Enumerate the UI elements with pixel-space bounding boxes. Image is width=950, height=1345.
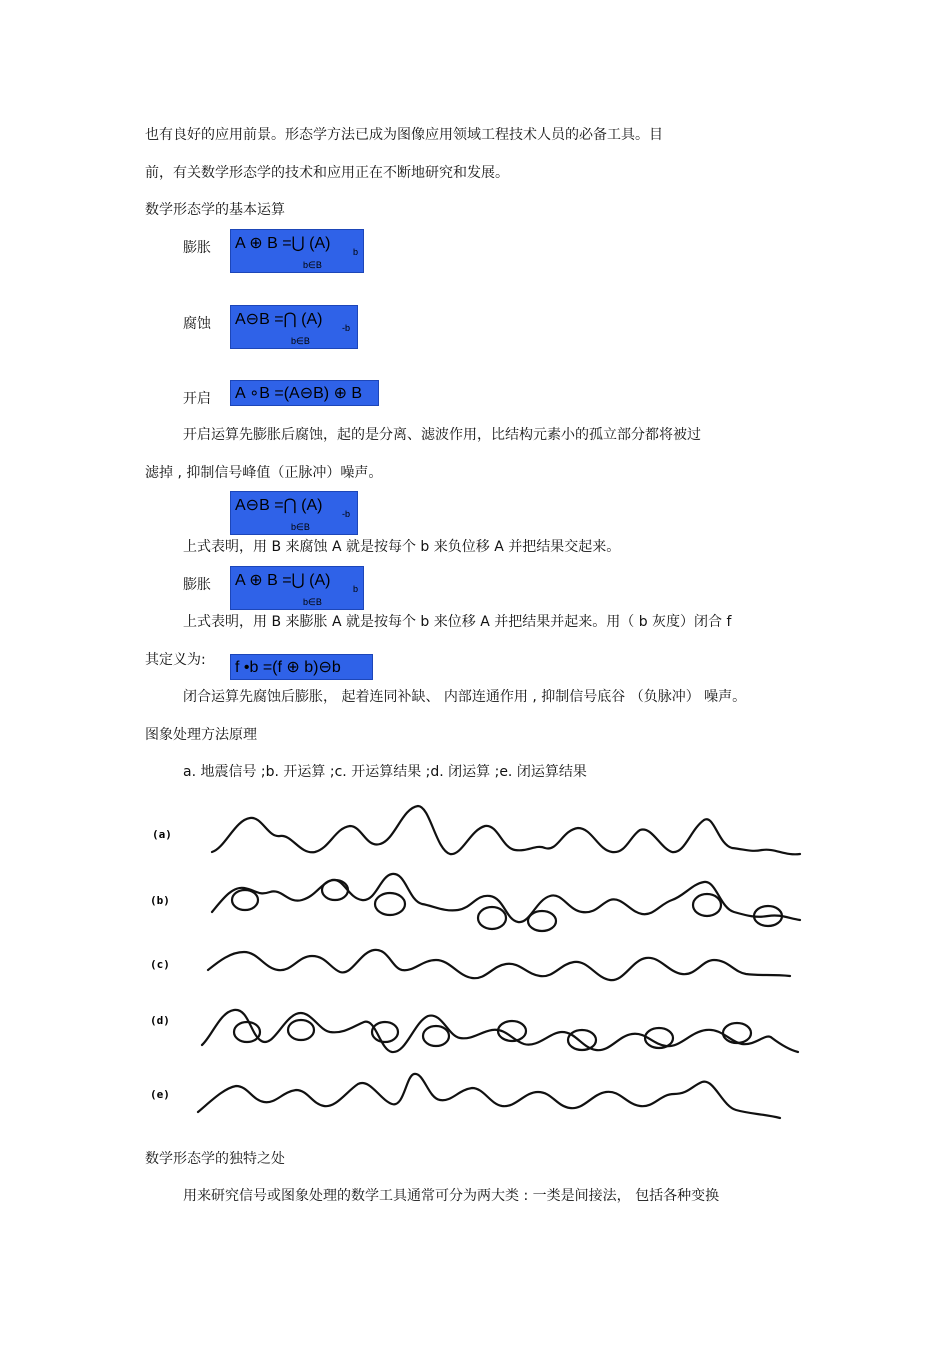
formula-dilation-text: A ⊕ B =⋃ (A)	[235, 235, 331, 252]
formula-closing-text: f •b =(f ⊕ b)⊖b	[235, 659, 341, 676]
erosion-explain: 上式表明，用 B 来腐蚀 A 就是按每个 b 来负位移 A 并把结果交起来。	[183, 539, 621, 555]
heading-unique: 数学形态学的独特之处	[145, 1151, 285, 1167]
dilation-label2: 膨胀	[183, 577, 211, 593]
formula-erosion-repeat-text: A⊖B =⋂ (A)	[235, 497, 323, 514]
formula-erosion-repeat-suffix: -b	[342, 509, 351, 519]
probe-circle-d1	[234, 1022, 260, 1042]
heading-basic-ops: 数学形态学的基本运算	[145, 202, 285, 218]
opening-label: 开启	[183, 391, 211, 407]
erosion-label: 腐蚀	[183, 316, 211, 332]
formula-dilation-sub: b∈B	[303, 260, 322, 270]
formula-dilation-repeat-suffix: b	[353, 584, 359, 594]
formula-opening	[230, 380, 379, 406]
opening-desc-line1: 开启运算先膨胀后腐蚀，起的是分离、滤波作用，比结构元素小的孤立部分都将被过	[183, 427, 701, 443]
formula-closing	[230, 654, 373, 680]
para1-line2: 前，有关数学形态学的技术和应用正在不断地研究和发展。	[145, 165, 509, 181]
formula-dilation	[230, 229, 364, 273]
probe-circle-d8	[723, 1023, 751, 1043]
formula-erosion-suffix: -b	[342, 323, 351, 333]
probe-circle-d6	[568, 1030, 596, 1050]
seismic-figure	[140, 800, 810, 1125]
trace-c	[208, 950, 790, 980]
figure-caption: a. 地震信号 ;b. 开运算 ;c. 开运算结果 ;d. 闭运算 ;e. 闭运算结果	[183, 764, 587, 780]
trace-a	[212, 806, 800, 854]
formula-dilation-suffix: b	[353, 247, 359, 257]
probe-circle-b6	[693, 894, 721, 916]
trace-d	[202, 1010, 798, 1052]
probe-circle-d2	[288, 1020, 314, 1040]
probe-circle-d4	[423, 1026, 449, 1046]
formula-erosion-text: A⊖B =⋂ (A)	[235, 311, 323, 328]
formula-dilation-repeat-sub: b∈B	[303, 597, 322, 607]
para1-line1: 也有良好的应用前景。形态学方法已成为图像应用领域工程技术人员的必备工具。目	[145, 127, 663, 143]
trace-e	[198, 1074, 780, 1118]
formula-erosion-sub: b∈B	[291, 336, 310, 346]
formula-dilation-repeat	[230, 566, 364, 610]
dilation-label: 膨胀	[183, 240, 211, 256]
figure-label-d: (d)	[150, 1014, 170, 1027]
figure-label-a: (a)	[152, 828, 172, 841]
probe-circle-b1	[232, 890, 258, 910]
formula-opening-text: A ∘B =(A⊖B) ⊕ B	[235, 385, 363, 402]
last-para: 用来研究信号或图象处理的数学工具通常可分为两大类 : 一类是间接法， 包括各种变换	[183, 1188, 720, 1204]
figure-label-b: (b)	[150, 894, 170, 907]
dilation-explain: 上式表明，用 B 来膨胀 A 就是按每个 b 来位移 A 并把结果并起来。用（ b 灰度）闭合 f	[183, 614, 732, 630]
formula-erosion-repeat-sub: b∈B	[291, 522, 310, 532]
heading-principle: 图象处理方法原理	[145, 727, 257, 743]
probe-circle-b4	[478, 907, 506, 929]
probe-circle-b2	[322, 880, 348, 900]
figure-label-e: (e)	[150, 1088, 170, 1101]
formula-dilation-repeat-text: A ⊕ B =⋃ (A)	[235, 572, 331, 589]
formula-erosion-repeat	[230, 491, 358, 535]
figure-label-c: (c)	[150, 958, 170, 971]
closing-desc: 闭合运算先腐蚀后膨胀， 起着连同补缺、 内部连通作用 , 抑制信号底谷 （负脉冲） 噪声。	[183, 689, 747, 705]
probe-circle-b5	[528, 911, 556, 931]
closing-def-prefix: 其定义为:	[145, 652, 206, 668]
probe-circle-b3	[375, 893, 405, 915]
formula-erosion	[230, 305, 358, 349]
seismic-figure-svg	[140, 800, 810, 1125]
opening-desc-line2: 滤掉 , 抑制信号峰值（正脉冲）噪声。	[145, 465, 383, 481]
